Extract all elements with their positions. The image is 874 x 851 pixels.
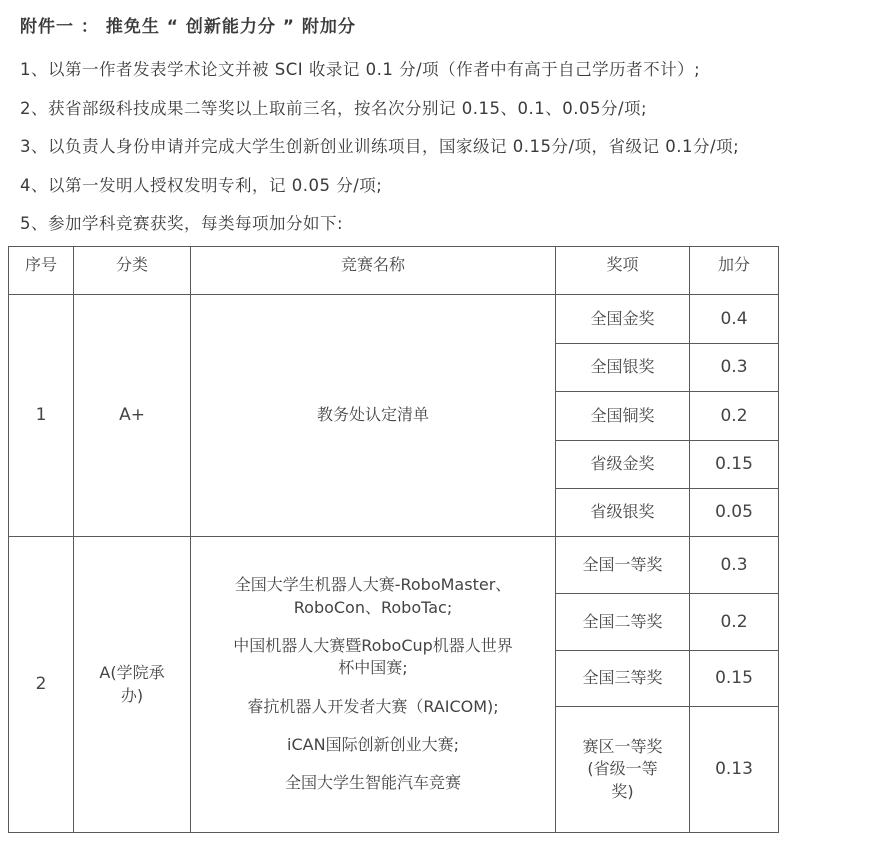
table-row [9, 295, 779, 344]
award-line: (省级一等 [587, 759, 658, 779]
row-index: 2 [9, 537, 74, 833]
header-score: 加分 [690, 247, 779, 295]
category-line: 办) [120, 685, 144, 705]
table-row [9, 537, 779, 594]
competition-line: 全国大学生机器人大赛-RoboMaster、 [234, 575, 512, 595]
rule-5: 5、参加学科竞赛获奖，每类每项加分如下: [20, 214, 344, 233]
score-cell: 0.15 [690, 651, 779, 707]
competition-line: RoboCon、RoboTac; [293, 597, 453, 617]
competition-score-table [8, 246, 779, 833]
category-line: A(学院承 [99, 663, 165, 683]
competition-line: iCAN国际创新创业大赛; [287, 735, 459, 755]
rule-3: 3、以负责人身份申请并完成大学生创新创业训练项目，国家级记 0.15分/项，省级记 0.1分/项; [20, 137, 740, 156]
score-cell: 0.2 [690, 392, 779, 441]
competition-line: 全国大学生智能汽车竞赛 [284, 773, 461, 793]
award-cell: 全国二等奖 [556, 594, 690, 651]
row-category: A+ [74, 295, 191, 537]
competition-line: 睿抗机器人开发者大赛（RAICOM); [247, 696, 499, 716]
award-cell [556, 707, 690, 833]
header-index: 序号 [9, 247, 74, 295]
score-cell: 0.15 [690, 441, 779, 489]
row-category [74, 537, 191, 833]
award-cell: 全国银奖 [556, 344, 690, 392]
score-cell: 0.3 [690, 344, 779, 392]
score-cell: 0.13 [690, 707, 779, 833]
score-cell: 0.3 [690, 537, 779, 594]
row-competition: 教务处认定清单 [191, 295, 556, 537]
award-cell: 省级银奖 [556, 489, 690, 537]
header-category: 分类 [74, 247, 191, 295]
competition-line: 杯中国赛; [338, 658, 408, 678]
header-award: 奖项 [556, 247, 690, 295]
row-competition-list [191, 537, 556, 833]
award-line: 奖) [611, 781, 634, 801]
score-cell: 0.4 [690, 295, 779, 344]
rule-2: 2、获省部级科技成果二等奖以上取前三名，按名次分别记 0.15、0.1、0.05分/项; [20, 99, 648, 118]
row-index: 1 [9, 295, 74, 537]
score-cell: 0.05 [690, 489, 779, 537]
score-cell: 0.2 [690, 594, 779, 651]
award-line: 赛区一等奖 [582, 736, 663, 756]
award-cell: 全国金奖 [556, 295, 690, 344]
award-cell: 全国一等奖 [556, 537, 690, 594]
award-cell: 省级金奖 [556, 441, 690, 489]
award-cell: 全国铜奖 [556, 392, 690, 441]
rule-1: 1、以第一作者发表学术论文并被 SCI 收录记 0.1 分/项（作者中有高于自己学历者不计）; [20, 60, 701, 79]
award-cell: 全国三等奖 [556, 651, 690, 707]
page-title: 附件一 ： 推免生 “ 创新能力分 ” 附加分 [20, 17, 356, 37]
table-header-row [9, 247, 779, 295]
competition-line: 中国机器人大赛暨RoboCup机器人世界 [233, 635, 513, 655]
rule-4: 4、以第一发明人授权发明专利，记 0.05 分/项; [20, 176, 383, 195]
header-competition: 竞赛名称 [191, 247, 556, 295]
